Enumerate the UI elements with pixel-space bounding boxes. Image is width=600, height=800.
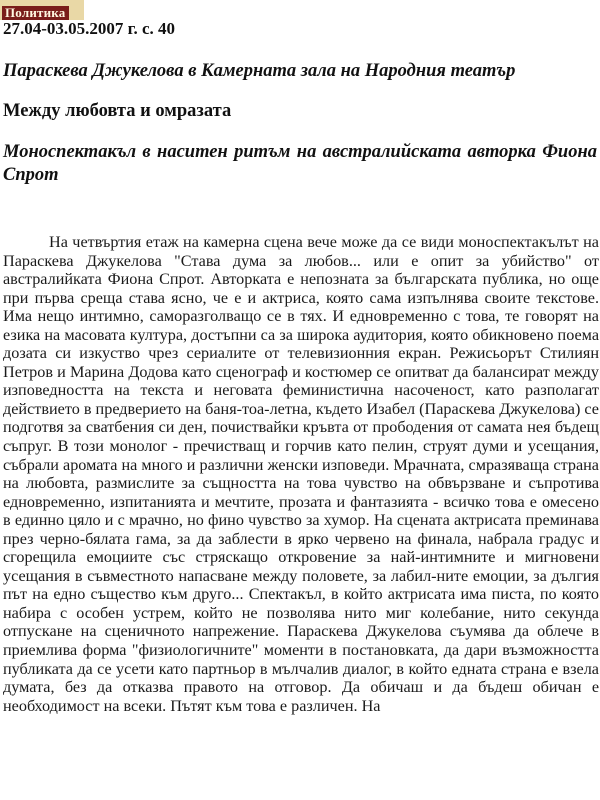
issue-date-page: 27.04-03.05.2007 г. с. 40 [3, 19, 176, 38]
publication-logo [0, 0, 84, 20]
publication-logo-text: Политика [2, 6, 69, 20]
article-subheadline: Моноспектакъл в наситен ритъм на австралийската авторка Фиона Спрот [3, 142, 597, 185]
article-body: На четвъртия етаж на камерна сцена вече може да се види моноспектакълът на Параскева Джукелова "Става дума за любов... или е опит за убийство" от австралийката Фиона Спрот. Авторката е непозната за българската публика, но още при първа среща става ясно, че е и актриса, която сама изпълнява своите текстове. Има нещо интимно, саморазголващо се в тях. И едновременно с това, те говорят на езика на масовата култура, достъпни са за широка аудитория, която обикновено поема дозата си изкуство чрез сериалите от телевизионния екран. Режисьорът Стилиян Петров и Марина Додова като сценограф и костюмер се опитват да балансират между изповедността на текста и неговата феминистична насоченост, като разполагат действието в предверието на баня-тоа-летна, където Изабел (Параскева Джукелова) се подготвя за сватбения си ден, почиствайки кръвта от прободения от самата нея бъдещ съпруг. В този монолог - пречистващ и горчив като пелин, струят думи и усещания, събрали аромата на много и различни женски изповеди. Мрачната, смразяваща страна на любовта, размислите за същността на това чувство на обвързване и съпротива едновременно, изпитанията и мечтите, прозата и фантазията - всичко това е омесено в единно цяло и с мрачно, но фино чувство за хумор. На сцената актрисата преминава през черно-бялата гама, за да заблести в ярко червено на финала, набрала градус и сгорещила емоциите със стряскащо откровение за най-интимните и мигновени усещания в съвместното напасване между половете, за лабил-ните емоции, за дългия път на едно същество към друго... Спектакъл, в който актрисата има писта, по която набира с особен устрем, който не позволява нито миг колебание, нито секунда отпускане на сценичното напрежение. Параскева Джукелова съумява да облече в приемлива форма "физиологичните" моменти в постановката, да дари възможността публиката да се усети като партньор в мълчалив диалог, в който едната страна е взела думата, без да отказва правото на отговор. Да обичаш и да бъдеш обичан е необходимост на всеки. Пътят към това е различен. На [3, 233, 599, 715]
article-kicker: Параскева Джукелова в Камерната зала на Народния театър [3, 61, 516, 81]
article-headline: Между любовта и омразата [3, 101, 232, 121]
